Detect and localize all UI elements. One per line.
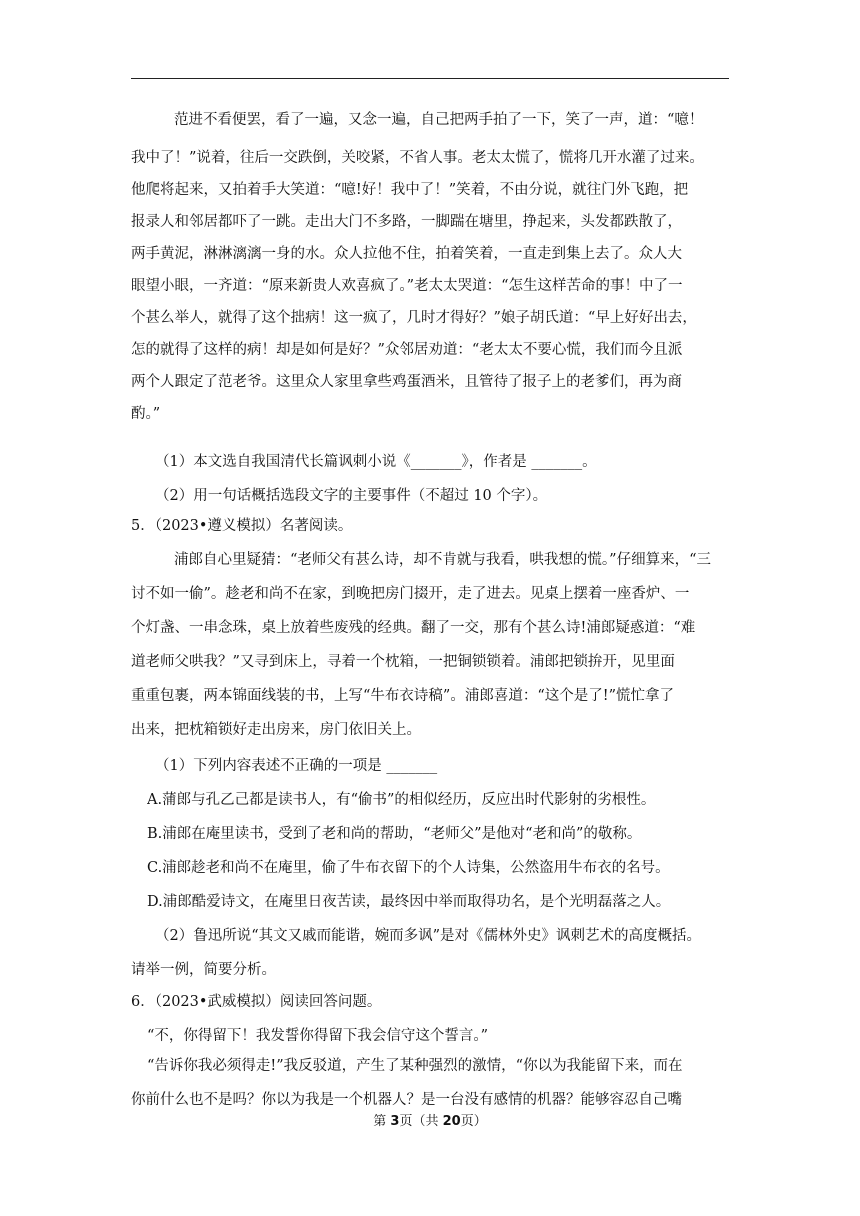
passage-line: 出来，把枕箱锁好走出房来，房门依旧关上。 bbox=[131, 722, 421, 738]
question-4-sub-2: （2）用一句话概括选段文字的主要事件（不超过 10 个字）。 bbox=[155, 488, 548, 504]
option-c: C.浦郎趁老和尚不在庵里，偷了牛布衣留下的个人诗集，公然盗用牛布衣的名号。 bbox=[147, 860, 670, 876]
passage-line: 怎的就得了这样的病！却是如何是好？”众邻居劝道：“老太太不要心慌，我们而今且派 bbox=[131, 342, 683, 358]
footer-prefix: 第 bbox=[373, 1114, 391, 1129]
passage-line: 个灯盏、一串念珠，桌上放着些废残的经典。翻了一交，那有个甚么诗!浦郎疑惑道：“难 bbox=[131, 620, 696, 636]
question-5-sub-2: （2）鲁迅所说“其文又戚而能谐，婉而多讽”是对《儒林外史》讽刺艺术的高度概括。 bbox=[155, 928, 702, 944]
option-a: A.蒲郎与孔乙己都是读书人，有“偷书”的相似经历，反应出时代影射的劣根性。 bbox=[147, 792, 656, 808]
passage-line: 道老师父哄我？”又寻到床上，寻着一个枕箱，一把铜锁锁着。浦郎把锁拚开，见里面 bbox=[131, 654, 675, 670]
question-4-sub-1: （1）本文选自我国清代长篇讽刺小说《_______》，作者是 _______。 bbox=[155, 454, 597, 470]
question-5-sub-2-cont: 请举一例，简要分析。 bbox=[131, 962, 276, 978]
footer-suffix: 页） bbox=[460, 1114, 487, 1129]
page-footer bbox=[0, 1113, 860, 1131]
passage-line: “不，你得留下！我发誓你得留下我会信守这个誓言。” bbox=[147, 1028, 489, 1044]
option-d: D.浦郎酷爱诗文，在庵里日夜苦读，最终因中举而取得功名，是个光明磊落之人。 bbox=[147, 894, 671, 910]
passage-line: 我中了！”说着，往后一交跌倒，关咬紧，不省人事。老太太慌了，慌将几开水灌了过来。 bbox=[131, 150, 704, 166]
passage-line: 两手黄泥，淋淋漓漓一身的水。众人拉他不住，拍着笑着，一直走到集上去了。众人大 bbox=[131, 246, 682, 262]
passage-line: 你前什么也不是吗？你以为我是一个机器人？是一台没有感情的机器？能够容忍自己嘴 bbox=[131, 1092, 682, 1108]
footer-middle: 页（共 bbox=[399, 1114, 443, 1129]
footer-total-pages: 20 bbox=[442, 1114, 461, 1129]
question-6-heading: 6．（2023•武威模拟）阅读回答问题。 bbox=[131, 994, 382, 1010]
footer-page-number: 3 bbox=[390, 1114, 400, 1129]
passage-line: 讨不如一偷”。趁老和尚不在家，到晚把房门掇开，走了进去。见桌上摆着一座香炉、一 bbox=[131, 586, 690, 602]
question-5-sub-1: （1）下列内容表述不正确的一项是 _______ bbox=[155, 758, 438, 774]
passage-line: 重重包裹，两本锦面线装的书，上写“牛布衣诗稿”。浦郎喜道：“这个是了!”慌忙拿了 bbox=[131, 688, 674, 704]
passage-line: 个甚么举人，就得了这个拙病！这一疯了，几时才得好？”娘子胡氏道：“早上好好出去， bbox=[131, 310, 697, 326]
passage-line: 两个人跟定了范老爷。这里众人家里拿些鸡蛋酒米，且管待了报子上的老爹们，再为商 bbox=[131, 374, 682, 390]
passage-line: 浦郎自心里疑猜：“老师父有甚么诗，却不肯就与我看，哄我想的慌。”仔细算来，“三 bbox=[174, 552, 711, 568]
passage-line: 酌。” bbox=[131, 406, 161, 422]
passage-line: 眼望小眼，一齐道：“原来新贵人欢喜疯了。”老太太哭道：“怎生这样苦命的事！中了一 bbox=[131, 278, 683, 294]
passage-line: “告诉你我必须得走!”我反驳道，产生了某种强烈的激情，“你以为我能留下来，而在 bbox=[147, 1058, 683, 1074]
passage-line: 范进不看便罢，看了一遍，又念一遍，自己把两手拍了一下，笑了一声，道：“噫！ bbox=[174, 112, 704, 128]
option-b: B.浦郎在庵里读书，受到了老和尚的帮助，“老师父”是他对“老和尚”的敬称。 bbox=[147, 826, 642, 842]
question-5-heading: 5．（2023•遵义模拟）名著阅读。 bbox=[131, 518, 353, 534]
passage-line: 他爬将起来，又拍着手大笑道：“噫!好！我中了！”笑着，不由分说，就往门外飞跑，把 bbox=[131, 182, 689, 198]
header-rule bbox=[131, 78, 729, 79]
passage-line: 报录人和邻居都吓了一跳。走出大门不多路，一脚踹在塘里，挣起来，头发都跌散了， bbox=[131, 214, 682, 230]
